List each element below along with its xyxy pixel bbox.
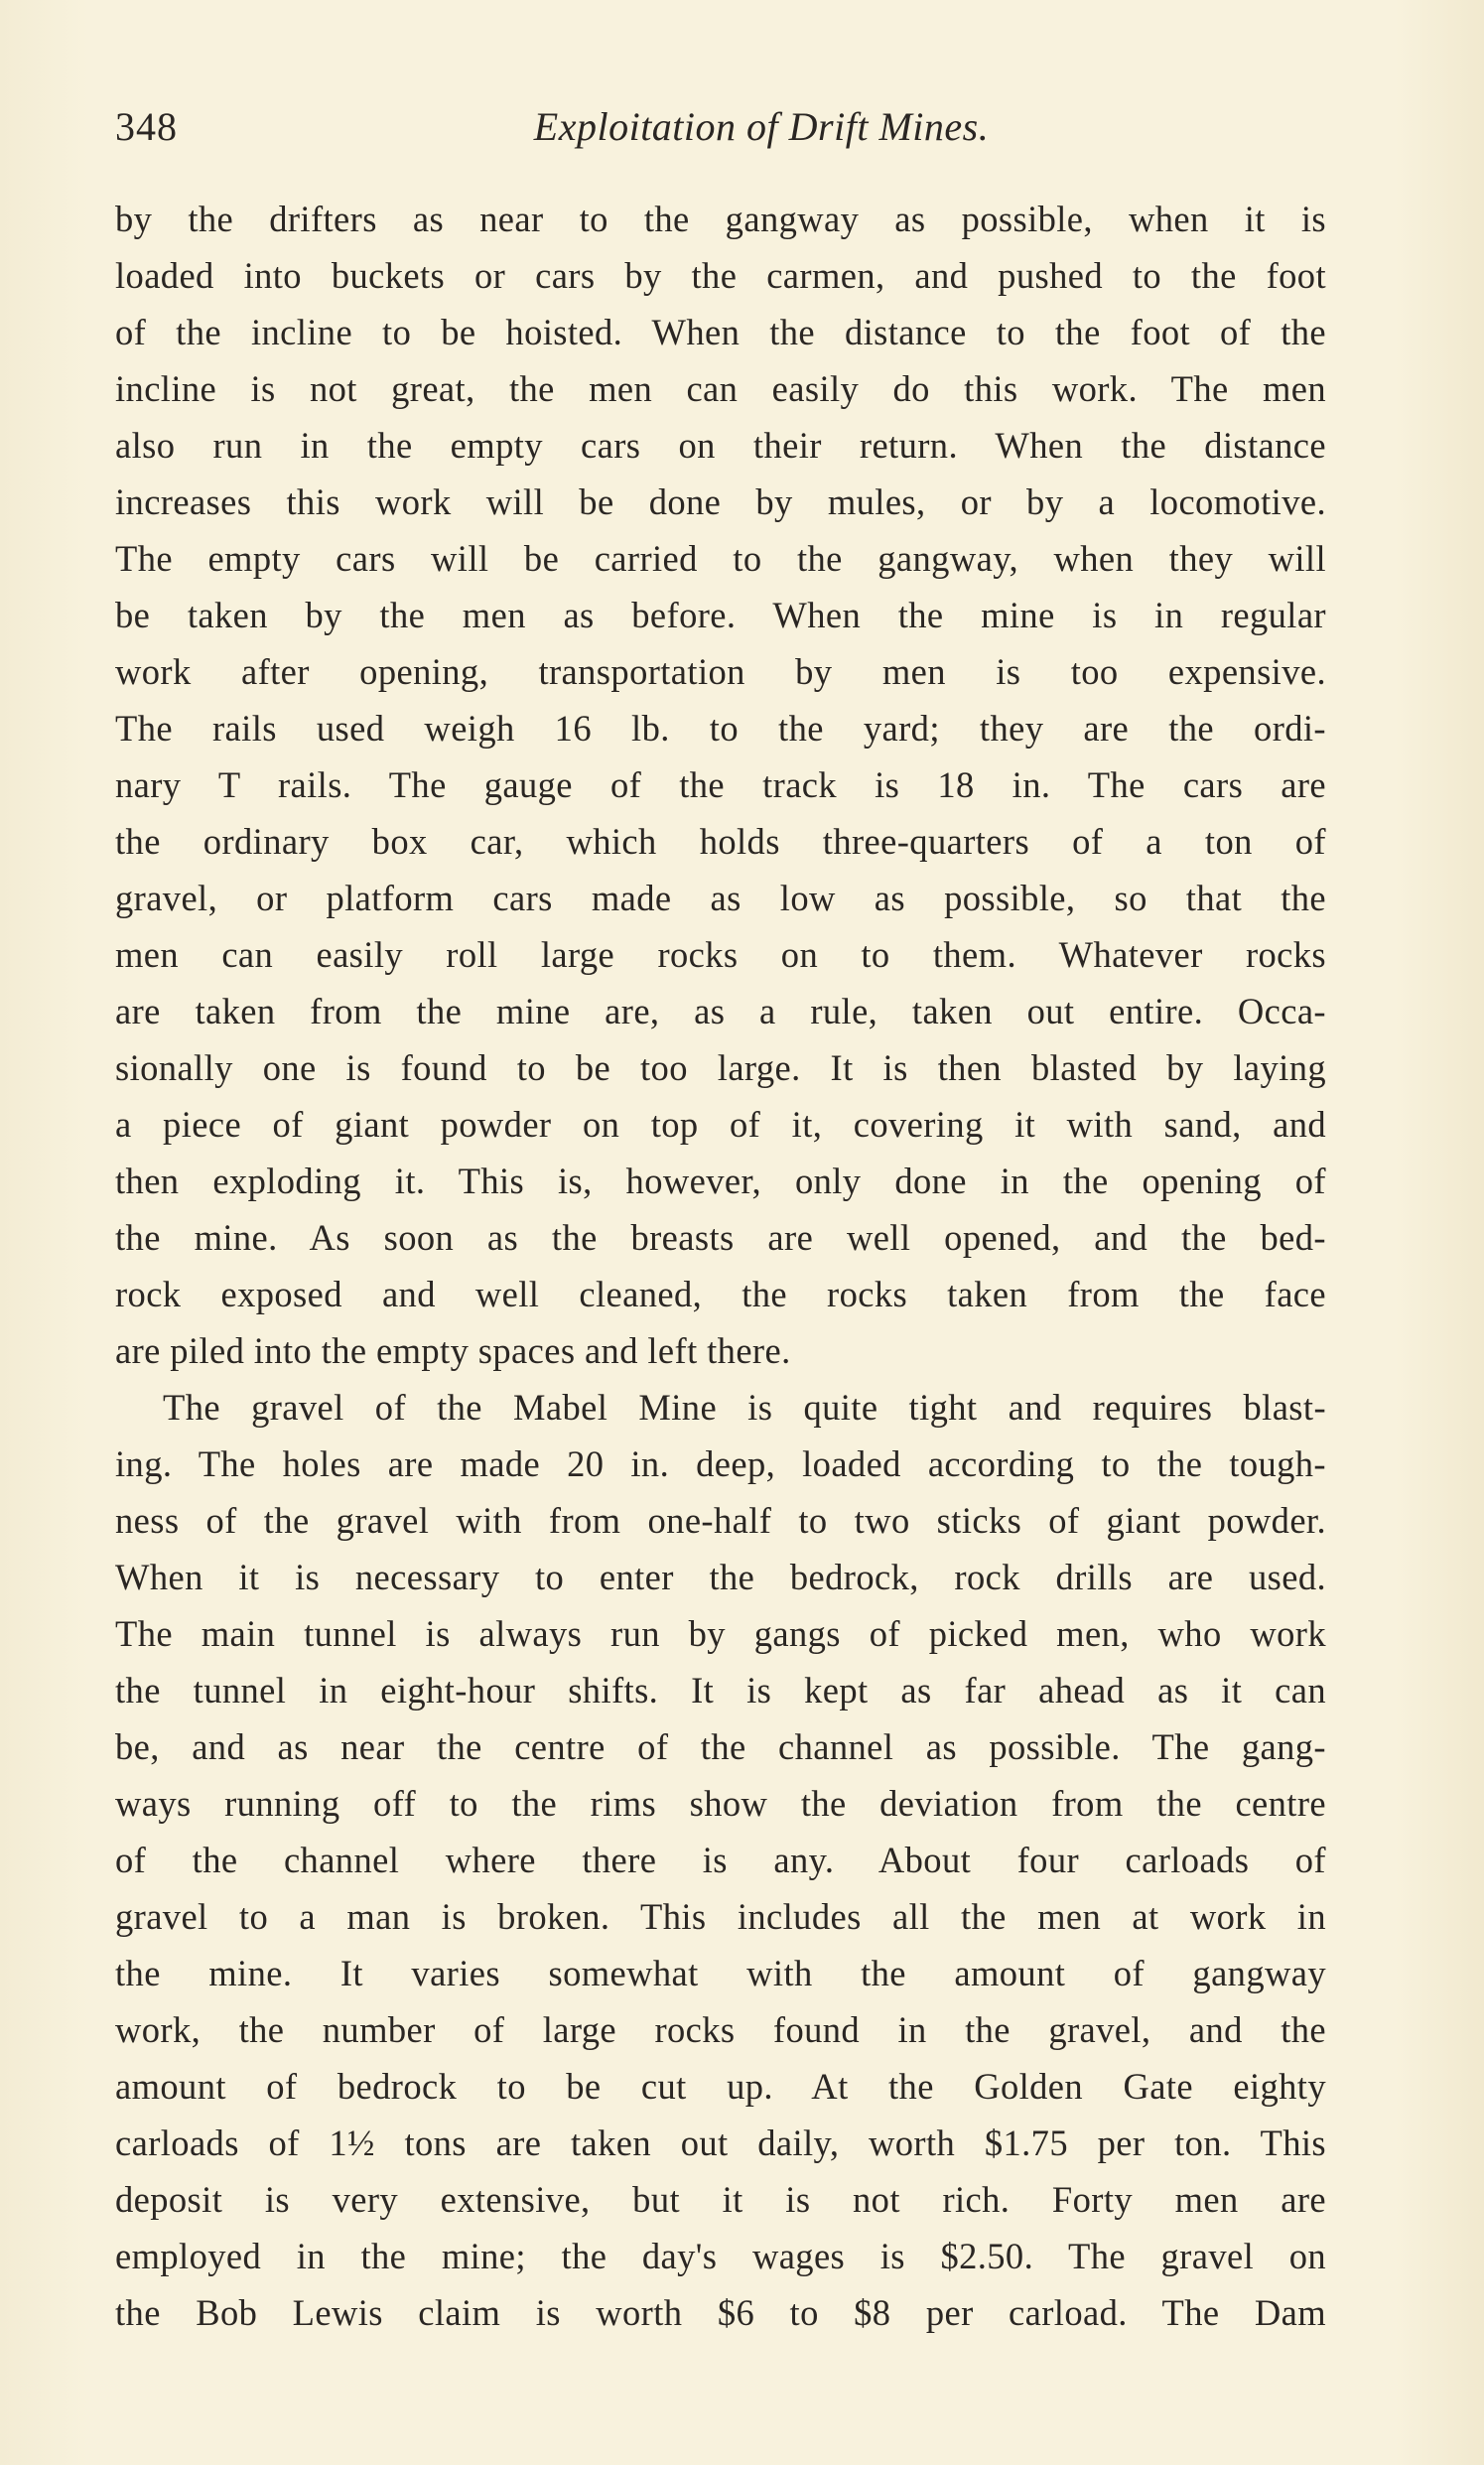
text-line: the tunnel in eight-hour shifts. It is kept as far ahead as it can xyxy=(115,1670,1326,1711)
text-line: work after opening, transportation by men is too expensive. xyxy=(115,651,1326,692)
page-header xyxy=(115,97,1328,157)
text-line: ways running off to the rims show the deviation from the centre xyxy=(115,1783,1326,1824)
text-line: incline is not great, the men can easily do this work. The men xyxy=(115,368,1326,409)
text-line: the ordinary box car, which holds three-quarters of a ton of xyxy=(115,821,1326,862)
text-line: nary T rails. The gauge of the track is 18 in. The cars are xyxy=(115,764,1326,805)
text-line: rock exposed and well cleaned, the rocks taken from the face xyxy=(115,1274,1326,1314)
text-line: deposit is very extensive, but it is not rich. Forty men are xyxy=(115,2179,1326,2220)
text-line: gravel to a man is broken. This includes all the men at work in xyxy=(115,1896,1326,1937)
text-line: a piece of giant powder on top of it, covering it with sand, and xyxy=(115,1104,1326,1145)
body-text xyxy=(115,191,1326,2341)
paragraph-2 xyxy=(115,1379,1326,2341)
text-line: the Bob Lewis claim is worth $6 to $8 per carload. The Dam xyxy=(115,2292,1326,2333)
text-line: The rails used weigh 16 lb. to the yard; they are the ordi- xyxy=(115,708,1326,749)
text-line: sionally one is found to be too large. It is then blasted by laying xyxy=(115,1047,1326,1088)
text-line: the mine. It varies somewhat with the amount of gangway xyxy=(115,1953,1326,1993)
text-line: increases this work will be done by mules, or by a locomotive. xyxy=(115,481,1326,522)
text-line: by the drifters as near to the gangway as possible, when it is xyxy=(115,199,1326,239)
text-line: are piled into the empty spaces and left there. xyxy=(115,1330,791,1371)
running-title: Exploitation of Drift Mines. xyxy=(533,104,990,149)
text-line: the mine. As soon as the breasts are well opened, and the bed- xyxy=(115,1217,1326,1258)
text-line: The gravel of the Mabel Mine is quite tight and requires blast- xyxy=(163,1387,1326,1428)
text-line: gravel, or platform cars made as low as possible, so that the xyxy=(115,878,1326,918)
text-line: also run in the empty cars on their return. When the distance xyxy=(115,425,1326,466)
text-line: loaded into buckets or cars by the carmen, and pushed to the foot xyxy=(115,255,1326,296)
text-line: of the channel where there is any. About four carloads of xyxy=(115,1840,1326,1880)
text-line: be, and as near the centre of the channel as possible. The gang- xyxy=(115,1726,1326,1767)
text-line: The main tunnel is always run by gangs of picked men, who work xyxy=(115,1613,1326,1654)
text-line: be taken by the men as before. When the mine is in regular xyxy=(115,595,1326,635)
text-line: amount of bedrock to be cut up. At the Golden Gate eighty xyxy=(115,2066,1326,2107)
text-line: When it is necessary to enter the bedrock, rock drills are used. xyxy=(115,1557,1326,1597)
text-line: employed in the mine; the day's wages is $2.50. The gravel on xyxy=(115,2236,1326,2276)
text-line: carloads of 1½ tons are taken out daily, worth $1.75 per ton. This xyxy=(115,2123,1326,2163)
paragraph-1 xyxy=(115,191,1326,1379)
text-line: The empty cars will be carried to the gangway, when they will xyxy=(115,538,1326,579)
text-line: then exploding it. This is, however, only done in the opening of xyxy=(115,1161,1326,1201)
text-line: ing. The holes are made 20 in. deep, loaded according to the tough- xyxy=(115,1443,1326,1484)
text-line: are taken from the mine are, as a rule, taken out entire. Occa- xyxy=(115,991,1326,1031)
text-line: work, the number of large rocks found in the gravel, and the xyxy=(115,2009,1326,2050)
text-line: men can easily roll large rocks on to them. Whatever rocks xyxy=(115,934,1326,975)
text-line: of the incline to be hoisted. When the distance to the foot of the xyxy=(115,312,1326,352)
page-number: 348 xyxy=(115,104,178,149)
text-line: ness of the gravel with from one-half to two sticks of giant powder. xyxy=(115,1500,1326,1541)
